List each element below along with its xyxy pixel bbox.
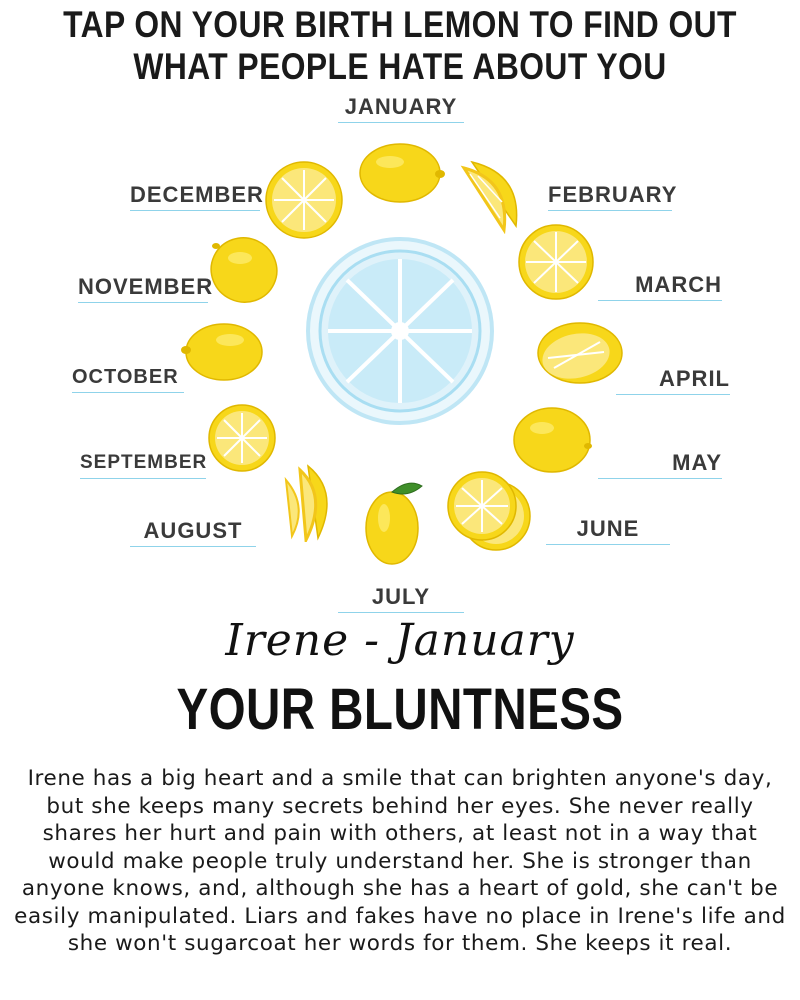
month-label-may[interactable]: MAY (598, 450, 722, 479)
lemon-june[interactable] (444, 468, 534, 552)
month-label-september[interactable]: SEPTEMBER (80, 450, 206, 479)
result-trait-title: YOUR BLUNTNESS (176, 677, 624, 742)
month-label-january[interactable]: JANUARY (338, 94, 464, 123)
month-label-december[interactable]: DECEMBER (130, 182, 260, 211)
watercolor-lemon-slice-illustration (305, 236, 495, 426)
month-label-october[interactable]: OCTOBER (72, 364, 184, 393)
lemon-april[interactable] (534, 318, 628, 388)
result-name-line: Irene - January (225, 615, 575, 666)
lemon-july[interactable] (362, 476, 424, 568)
headline-line-1: TAP ON YOUR BIRTH LEMON TO FIND OUT (63, 4, 737, 45)
lemon-august[interactable] (278, 462, 344, 542)
month-label-august[interactable]: AUGUST (130, 518, 256, 547)
month-label-march[interactable]: MARCH (598, 272, 722, 301)
month-label-february[interactable]: FEBRUARY (548, 182, 672, 211)
month-label-november[interactable]: NOVEMBER (78, 274, 208, 303)
lemon-september[interactable] (206, 400, 278, 476)
lemon-december[interactable] (262, 160, 346, 240)
month-label-july[interactable]: JULY (338, 584, 464, 613)
lemon-january[interactable] (356, 140, 446, 206)
month-label-june[interactable]: JUNE (546, 516, 670, 545)
month-label-april[interactable]: APRIL (616, 366, 730, 395)
lemon-may[interactable] (510, 404, 594, 476)
result-description: Irene has a big heart and a smile that can brighten anyone's day, but she keeps many secrets behind her eyes. She never really shares her hurt and pain with others, at least not in a way that would make people truly understand her. She is stronger than anyone knows, and, although she has a heart of gold, she can't be easily manipulated. Liars and fakes have no place in Irene's life and she won't sugarcoat her words for them. She keeps it real. (14, 766, 786, 956)
lemon-october[interactable] (180, 320, 266, 384)
headline-line-2: WHAT PEOPLE HATE ABOUT YOU (133, 46, 667, 87)
lemon-november[interactable] (206, 232, 280, 306)
lemon-march[interactable] (516, 222, 596, 302)
